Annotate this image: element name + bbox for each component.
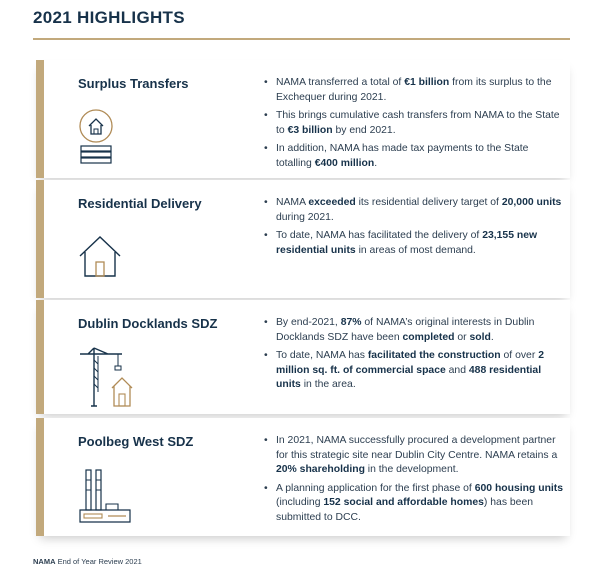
page-footer [33, 557, 142, 566]
bullet-text: of over [500, 350, 539, 361]
house-coins-icon [78, 104, 114, 171]
bullet-item [264, 109, 564, 138]
bullet-item [264, 482, 564, 526]
bullet-text-bold: completed [402, 331, 455, 343]
bullet-text: To date, NAMA has [276, 350, 368, 361]
bullet-text: or [454, 331, 470, 343]
bullet-text: NAMA transferred a total of [276, 77, 405, 88]
bullet-text: of NAMA’s original interests in Dublin Docklands SDZ have been [276, 317, 535, 343]
bullet-text: ) has been submitted to DCC. [276, 497, 534, 523]
bullet-text-bold: 87% [340, 317, 362, 328]
bullet-item [264, 434, 564, 478]
bullet-text-bold: 23,155 new residential units [276, 230, 538, 256]
card-accent-bar [36, 180, 44, 298]
bullet-text: A planning application for the first phase of [276, 482, 475, 494]
bullet-text-bold: 2 million sq. ft. of commercial space [276, 350, 544, 376]
bullet-text: in the development. [364, 464, 459, 475]
card-accent-bar [36, 418, 44, 536]
section-title: Dublin Docklands SDZ [78, 316, 218, 331]
chimneys-icon [78, 464, 136, 529]
section-card-surplus-transfers [36, 60, 570, 178]
bullet-list [264, 434, 564, 529]
bullet-item [264, 316, 564, 345]
bullet-item [264, 142, 564, 171]
bullet-list [264, 76, 564, 175]
bullet-list [264, 196, 564, 262]
section-title: Surplus Transfers [78, 76, 189, 91]
section-title: Residential Delivery [78, 196, 202, 211]
bullet-text-bold: exceeded [308, 197, 356, 208]
bullet-item [264, 196, 564, 225]
bullet-text: . [374, 157, 378, 169]
bullet-text: (including [276, 497, 324, 508]
bullet-item [264, 76, 564, 105]
bullet-text: from its surplus to the Exchequer during 2021. [276, 77, 552, 103]
crane-house-icon [78, 344, 140, 413]
bullet-text-bold: €1 billion [404, 77, 450, 88]
bullet-text: To date, NAMA has facilitated the delivery of [276, 230, 483, 241]
footer-text: End of Year Review 2021 [55, 557, 142, 566]
bullet-text: In addition, NAMA has made tax payments to the State totalling [276, 143, 529, 169]
bullet-text: This brings cumulative cash transfers from NAMA to the State to [276, 110, 560, 136]
bullet-text-bold: 20% shareholding [276, 464, 365, 475]
section-title: Poolbeg West SDZ [78, 434, 194, 449]
bullet-text-bold: 600 housing units [474, 482, 564, 494]
section-card-poolbeg-west [36, 418, 570, 536]
bullet-text-bold: 20,000 units [501, 197, 562, 208]
bullet-text-bold: sold [469, 331, 491, 343]
bullet-text: by end 2021. [332, 124, 396, 136]
bullet-item [264, 229, 564, 258]
bullet-text: during 2021. [276, 211, 334, 223]
bullet-text: . [490, 331, 494, 343]
bullet-text-bold: €3 billion [287, 124, 333, 136]
bullet-text-bold: €400 million [314, 157, 375, 169]
bullet-text: NAMA [276, 197, 309, 208]
bullet-text-bold: 152 social and affordable homes [323, 497, 484, 508]
page-title: 2021 HIGHLIGHTS [33, 8, 185, 27]
card-accent-bar [36, 300, 44, 414]
title-divider [33, 38, 570, 40]
bullet-text: In 2021, NAMA successfully procured a development partner for this strategic site near Dublin City Centre. NAMA retains a [276, 435, 558, 461]
house-icon [78, 234, 122, 283]
bullet-text-bold: 488 residential units [276, 364, 542, 390]
bullet-text: By end-2021, [276, 317, 341, 328]
bullet-text-bold: facilitated the construction [367, 350, 501, 361]
footer-brand: NAMA [33, 557, 56, 566]
bullet-text: in the area. [300, 379, 356, 390]
bullet-text: its residential delivery target of [355, 197, 502, 208]
bullet-list [264, 316, 564, 397]
bullet-item [264, 349, 564, 393]
card-accent-bar [36, 60, 44, 178]
section-card-dublin-docklands [36, 300, 570, 414]
bullet-text: in areas of most demand. [355, 244, 476, 256]
section-card-residential-delivery [36, 180, 570, 298]
bullet-text: and [445, 364, 469, 376]
